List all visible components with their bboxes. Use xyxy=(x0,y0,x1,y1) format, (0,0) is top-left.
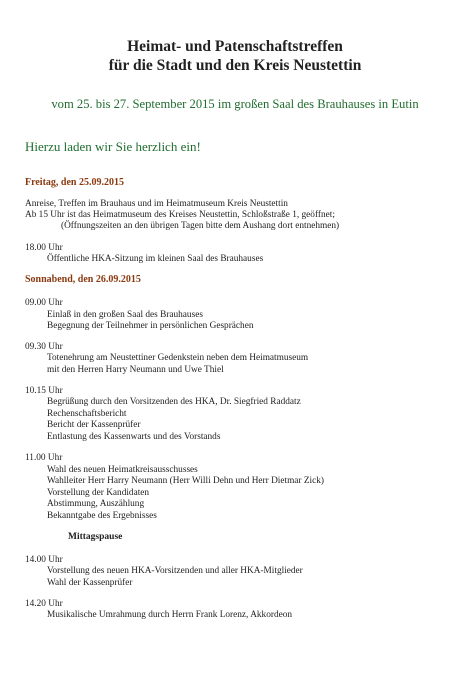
event-item: Vorstellung des neuen HKA-Vorsitzenden und aller HKA-Mitglieder xyxy=(47,566,303,576)
invitation-text: Hierzu laden wir Sie herzlich ein! xyxy=(25,139,201,154)
event-item: Musikalische Umrahmung durch Herrn Frank Lorenz, Akkordeon xyxy=(47,610,293,620)
page-title-line2: für die Stadt und den Kreis Neustettin xyxy=(108,57,362,74)
event-time: 10.15 Uhr xyxy=(25,386,63,396)
event-time: 18.00 Uhr xyxy=(25,243,63,253)
event-item: Vorstellung der Kandidaten xyxy=(47,488,150,498)
event-date-location: vom 25. bis 27. September 2015 im großen Saal des Brauhauses in Eutin xyxy=(51,97,419,111)
event-item: Abstimmung, Auszählung xyxy=(47,499,145,509)
friday-intro-line1: Anreise, Treffen im Brauhaus und im Heimatmuseum Kreis Neustettin xyxy=(25,199,288,209)
event-item: Wahl der Kassenprüfer xyxy=(47,578,133,588)
event-item: Begegnung der Teilnehmer in persönlichen Gesprächen xyxy=(47,321,254,331)
event-item: Totenehrung am Neustettiner Gedenkstein neben dem Heimatmuseum xyxy=(47,353,309,363)
event-item: Bekanntgabe des Ergebnisses xyxy=(47,511,157,521)
page-title-line1: Heimat- und Patenschaftstreffen xyxy=(127,38,343,55)
event-item: mit den Herren Harry Neumann und Uwe Thiel xyxy=(47,365,224,375)
lunch-break-label: Mittagspause xyxy=(68,532,123,542)
event-time: 14.20 Uhr xyxy=(25,599,63,609)
day-heading-friday: Freitag, den 25.09.2015 xyxy=(25,177,124,188)
day-heading-saturday: Sonnabend, den 26.09.2015 xyxy=(25,274,141,285)
event-item: Begrüßung durch den Vorsitzenden des HKA, Dr. Siegfried Raddatz xyxy=(47,397,301,407)
event-time: 11.00 Uhr xyxy=(25,453,63,463)
event-item: Bericht der Kassenprüfer xyxy=(47,420,141,430)
event-item: Einlaß in den großen Saal des Brauhauses xyxy=(47,310,203,320)
event-time: 14.00 Uhr xyxy=(25,555,63,565)
event-item: Wahl des neuen Heimatkreisausschusses xyxy=(47,465,198,475)
event-time: 09.30 Uhr xyxy=(25,342,63,352)
friday-intro-line2: Ab 15 Uhr ist das Heimatmuseum des Kreises Neustettin, Schloßstraße 1, geöffnet; xyxy=(25,210,335,220)
event-time: 09.00 Uhr xyxy=(25,298,63,308)
event-item: Öffentliche HKA-Sitzung im kleinen Saal des Brauhauses xyxy=(47,254,264,264)
event-item: Entlastung des Kassenwarts und des Vorstands xyxy=(47,432,221,442)
friday-intro-line3: (Öffnungszeiten an den übrigen Tagen bitte dem Aushang dort entnehmen) xyxy=(61,221,340,231)
event-item: Rechenschaftsbericht xyxy=(47,409,127,419)
event-item: Wahlleiter Herr Harry Neumann (Herr Willi Dehn und Herr Dietmar Zick) xyxy=(47,476,324,486)
